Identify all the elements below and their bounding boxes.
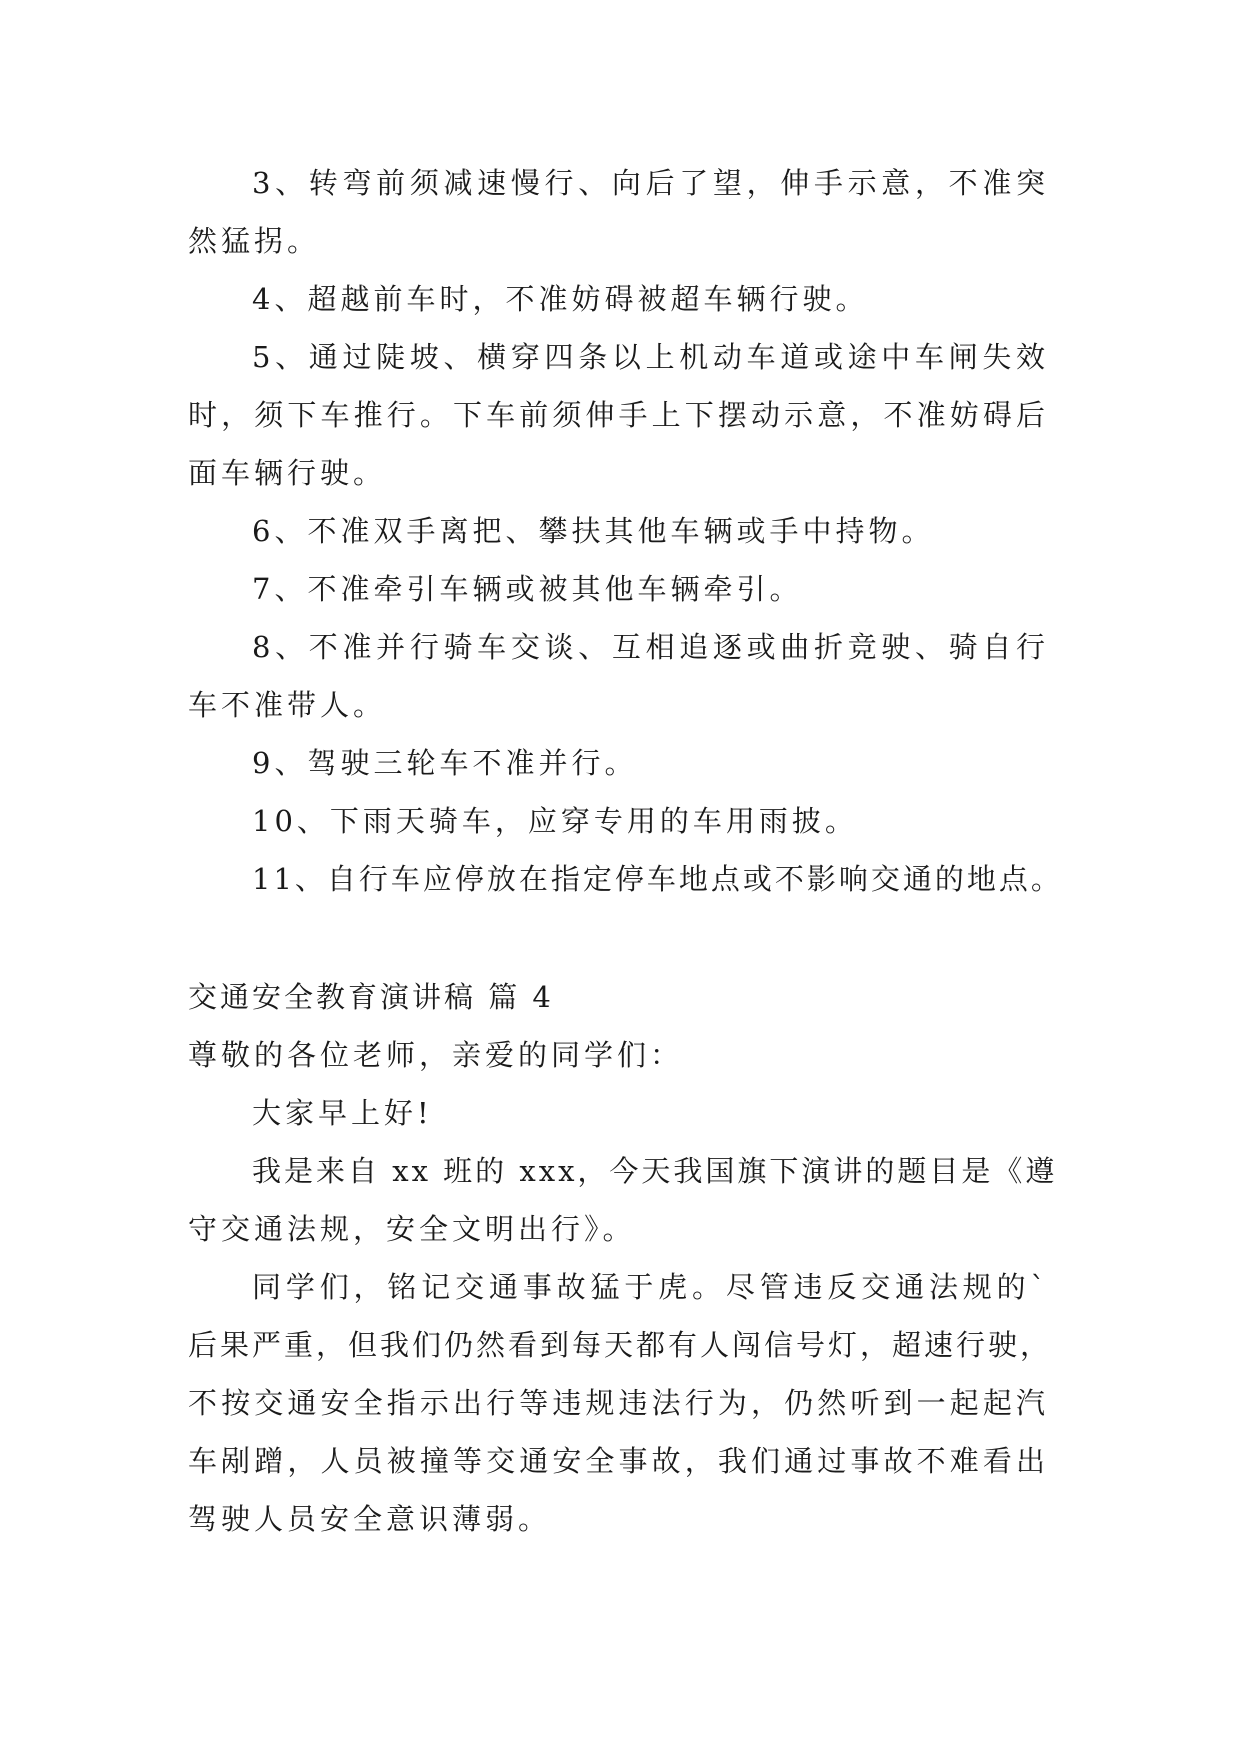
paragraph-line: 7、不准牵引车辆或被其他车辆牵引。 bbox=[252, 572, 803, 606]
paragraph-line: 6、不准双手离把、攀扶其他车辆或手中持物。 bbox=[252, 514, 935, 548]
paragraph-line: 后果严重，但我们仍然看到每天都有人闯信号灯，超速行驶， bbox=[188, 1328, 1053, 1362]
paragraph-line: 9、驾驶三轮车不准并行。 bbox=[252, 746, 638, 780]
paragraph-line: 同学们，铭记交通事故猛于虎。尽管违反交通法规的` bbox=[252, 1270, 1048, 1304]
paragraph-line: 我是来自 xx 班的 xxx，今天我国旗下演讲的题目是《遵 bbox=[252, 1154, 1058, 1188]
paragraph-line: 车不准带人。 bbox=[188, 688, 387, 722]
paragraph-line: 面车辆行驶。 bbox=[188, 456, 387, 490]
paragraph-line: 8、不准并行骑车交谈、互相追逐或曲折竞驶、骑自行 bbox=[252, 630, 1048, 664]
paragraph-line: 11、自行车应停放在指定停车地点或不影响交通的地点。 bbox=[252, 862, 1063, 896]
paragraph-line: 驾驶人员安全意识薄弱。 bbox=[188, 1502, 552, 1536]
paragraph-line: 车剐蹭，人员被撞等交通安全事故，我们通过事故不难看出 bbox=[188, 1444, 1048, 1478]
section-heading: 交通安全教育演讲稿 篇 4 bbox=[188, 980, 554, 1014]
paragraph-line: 时，须下车推行。下车前须伸手上下摆动示意，不准妨碍后 bbox=[188, 398, 1048, 432]
greeting: 大家早上好! bbox=[252, 1096, 433, 1130]
paragraph-line: 5、通过陡坡、横穿四条以上机动车道或途中车闸失效 bbox=[252, 340, 1048, 374]
paragraph-line: 4、超越前车时，不准妨碍被超车辆行驶。 bbox=[252, 282, 869, 316]
paragraph-line: 不按交通安全指示出行等违规违法行为，仍然听到一起起汽 bbox=[188, 1386, 1048, 1420]
paragraph-line: 3、转弯前须减速慢行、向后了望，伸手示意，不准突 bbox=[252, 166, 1048, 200]
paragraph-line: 10、下雨天骑车，应穿专用的车用雨披。 bbox=[252, 804, 858, 838]
paragraph-line: 然猛拐。 bbox=[188, 224, 321, 258]
salutation: 尊敬的各位老师，亲爱的同学们： bbox=[188, 1038, 684, 1072]
paragraph-line: 守交通法规，安全文明出行》。 bbox=[188, 1212, 636, 1246]
